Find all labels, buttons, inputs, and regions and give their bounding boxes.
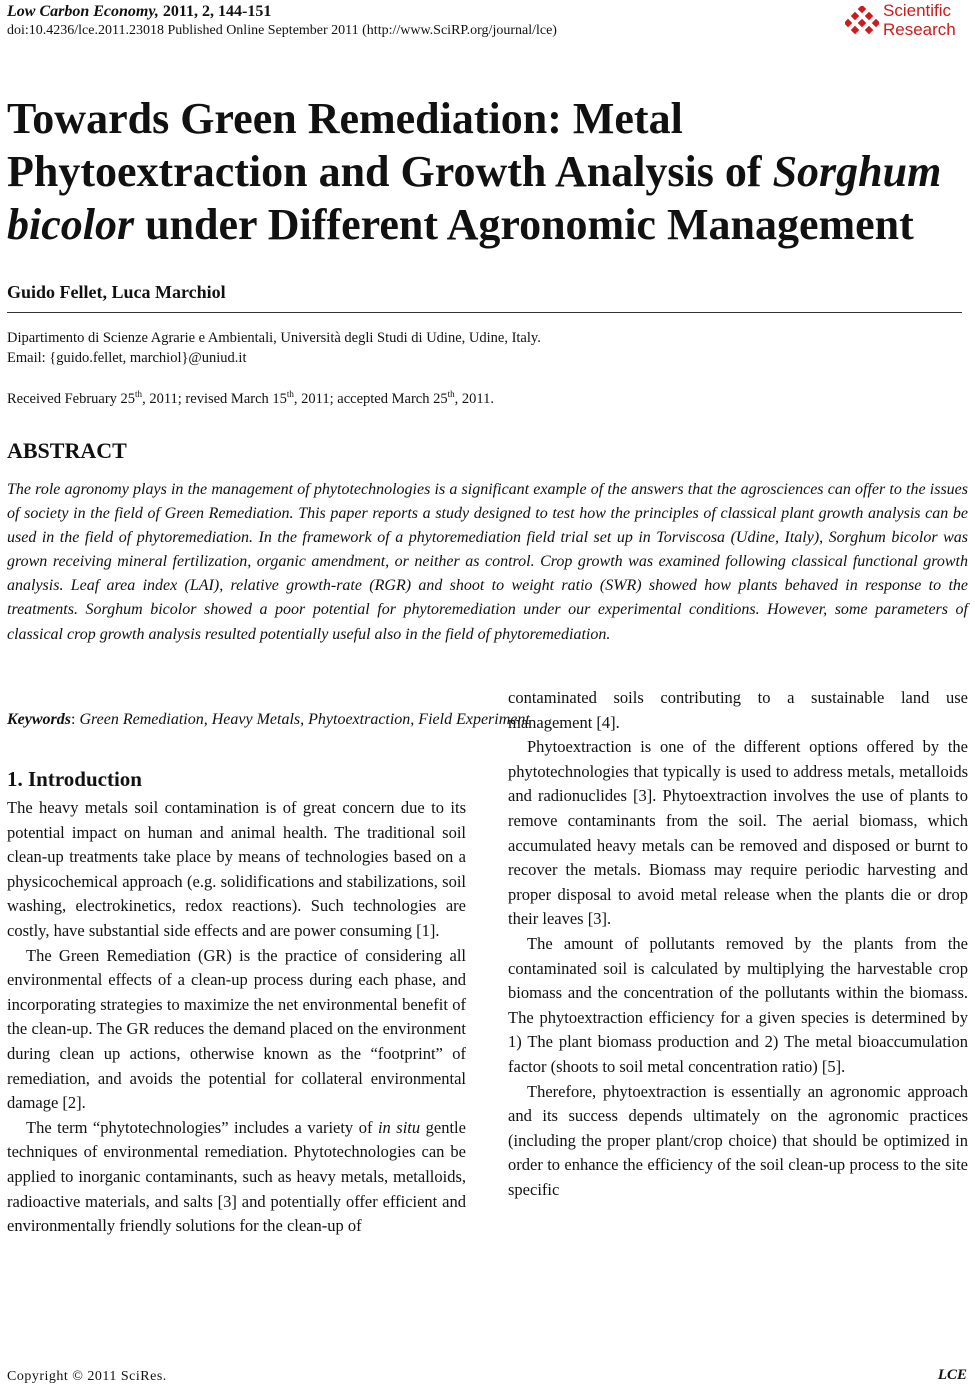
abstract-heading: ABSTRACT	[7, 438, 127, 463]
journal-header	[7, 2, 557, 40]
paragraph: contaminated soils contributing to a sustainable land use management [4].	[508, 688, 968, 732]
received-dates	[7, 389, 494, 409]
left-column	[7, 764, 466, 1239]
logo-text-line2: Research	[883, 20, 956, 39]
received-text: Received February 25	[7, 391, 136, 407]
paragraph: Therefore, phytoextraction is essentially an agronomic approach and its success depends ultimately on the agronomic practices (including the proper plant/crop choice) that should be optimized in order to enhance the efficiency of the soil clean-up process to the site specific	[508, 1081, 968, 1199]
year-text: , 2011.	[454, 391, 494, 407]
section-heading-introduction: 1. Introduction	[7, 767, 142, 791]
paragraph: Phytoextraction is one of the different options offered by the phytotechnologies that typically is used to address metals, metalloids and radionuclides [3]. Phytoextraction involves the use of plants to remove contaminants from the soil. The aerial biomass, which accumulated heavy metals can be removed and disposed or burnt to recover the metals. Biomass may require periodic harvesting and proper disposal to avoid metal release when the plants die or drop their leaves [3].	[508, 737, 968, 929]
title-species: Sorghum bicolor	[7, 147, 942, 249]
ordinal-suffix: th	[135, 389, 143, 399]
paragraph-text: gentle techniques of environmental remediation. Phytotechnologies can be applied to inorganic contaminants, such as heavy metals, metalloids, radioactive materials, and salts [3] and potentially offer efficient and environmentally friendly solutions for the clean-up of	[7, 1117, 466, 1236]
paragraph	[7, 1116, 466, 1239]
right-column	[508, 686, 968, 1202]
revised-text: , 2011; revised March 15	[142, 391, 287, 407]
ordinal-suffix: th	[286, 389, 294, 399]
affiliation: Dipartimento di Scienze Agrarie e Ambientali, Università degli Studi di Udine, Udine, Italy.	[7, 330, 541, 346]
paper-title	[7, 92, 967, 251]
paragraph-italic: in situ	[377, 1117, 421, 1137]
title-part1: Towards Green Remediation: Metal Phytoextraction and Growth Analysis of	[7, 94, 773, 196]
paragraph: The heavy metals soil contamination is of great concern due to its potential impact on human and animal health. The traditional soil clean-up treatments take place by means of technologies based on a physicochemical approach (e.g. solidifications and stabilizations, soil washing, electrokinetics, redox reactions). Such technologies are costly, have substantial side effects and are power consuming [1].	[7, 798, 466, 940]
logo-text-line1: Scientific	[883, 1, 952, 20]
keywords-colon: :	[71, 711, 80, 728]
abstract-body: The role agronomy plays in the management of phytotechnologies is a significant example of the answers that the agrosciences can offer to the issues of society in the field of Green Remediation. This paper reports a study designed to test how the principles of classical plant growth analysis can be used in the field of phytoremediation. In the framework of a phytoremediation field trial set up in Torviscosa (Udine, Italy), Sorghum bicolor was grown receiving mineral fertilization, organic amendment, or neither as control. Crop growth was examined following classical functional growth analysis. Leaf area index (LAI), relative growth-rate (RGR) and shoot to weight ratio (SWR) showed how plants behaved in response to the treatments. Sorghum bicolor showed a poor potential for phytoremediation under our experimental conditions. However, some parameters of classical crop growth analysis resulted potentially useful also in the field of phytoremediation.	[7, 481, 968, 643]
keywords-line	[7, 709, 530, 731]
journal-citation	[7, 2, 557, 22]
footer-copyright: Copyright © 2011 SciRes.	[7, 1369, 167, 1384]
keywords-value: Green Remediation, Heavy Metals, Phytoextraction, Field Experiment	[79, 711, 530, 728]
doi-line: doi:10.4236/lce.2011.23018 Published Online September 2011 (http://www.SciRP.org/journal/lce)	[7, 23, 557, 38]
title-divider	[7, 312, 962, 313]
paragraph-text: The term “phytotechnologies” includes a variety of	[26, 1117, 378, 1137]
publisher-logo	[845, 0, 967, 44]
email: Email: {guido.fellet, marchiol}@uniud.it	[7, 350, 247, 366]
paragraph: The Green Remediation (GR) is the practice of considering all environmental effects of a clean-up process during each phase, and incorporating strategies to maximize the net environmental benefit of the clean-up. The GR reduces the demand placed on the environment during clean up actions, otherwise known as the “footprint” of remediation, and avoids the potential for collateral environmental damage [2].	[7, 945, 466, 1113]
author-list: Guido Fellet, Luca Marchiol	[7, 282, 226, 302]
paragraph: The amount of pollutants removed by the plants from the contaminated soil is calculated by multiplying the harvestable crop biomass and the concentration of the pollutants within the biomass. The phytoextraction efficiency for a given species is determined by 1) The plant biomass production and 2) The metal bioaccumulation factor (shoots to soil metal concentration ratio) [5].	[508, 933, 968, 1076]
ordinal-suffix: th	[447, 389, 455, 399]
journal-issue: 2011, 2, 144-151	[158, 3, 272, 20]
affiliation-block	[7, 328, 541, 368]
accepted-text: , 2011; accepted March 25	[293, 391, 448, 407]
journal-name: Low Carbon Economy,	[7, 3, 159, 20]
keywords-label: Keywords	[7, 711, 71, 728]
footer-journal-abbr: LCE	[937, 1367, 967, 1383]
title-part2: under Different Agronomic Management	[134, 200, 914, 249]
logo-mark-icon	[845, 6, 879, 38]
